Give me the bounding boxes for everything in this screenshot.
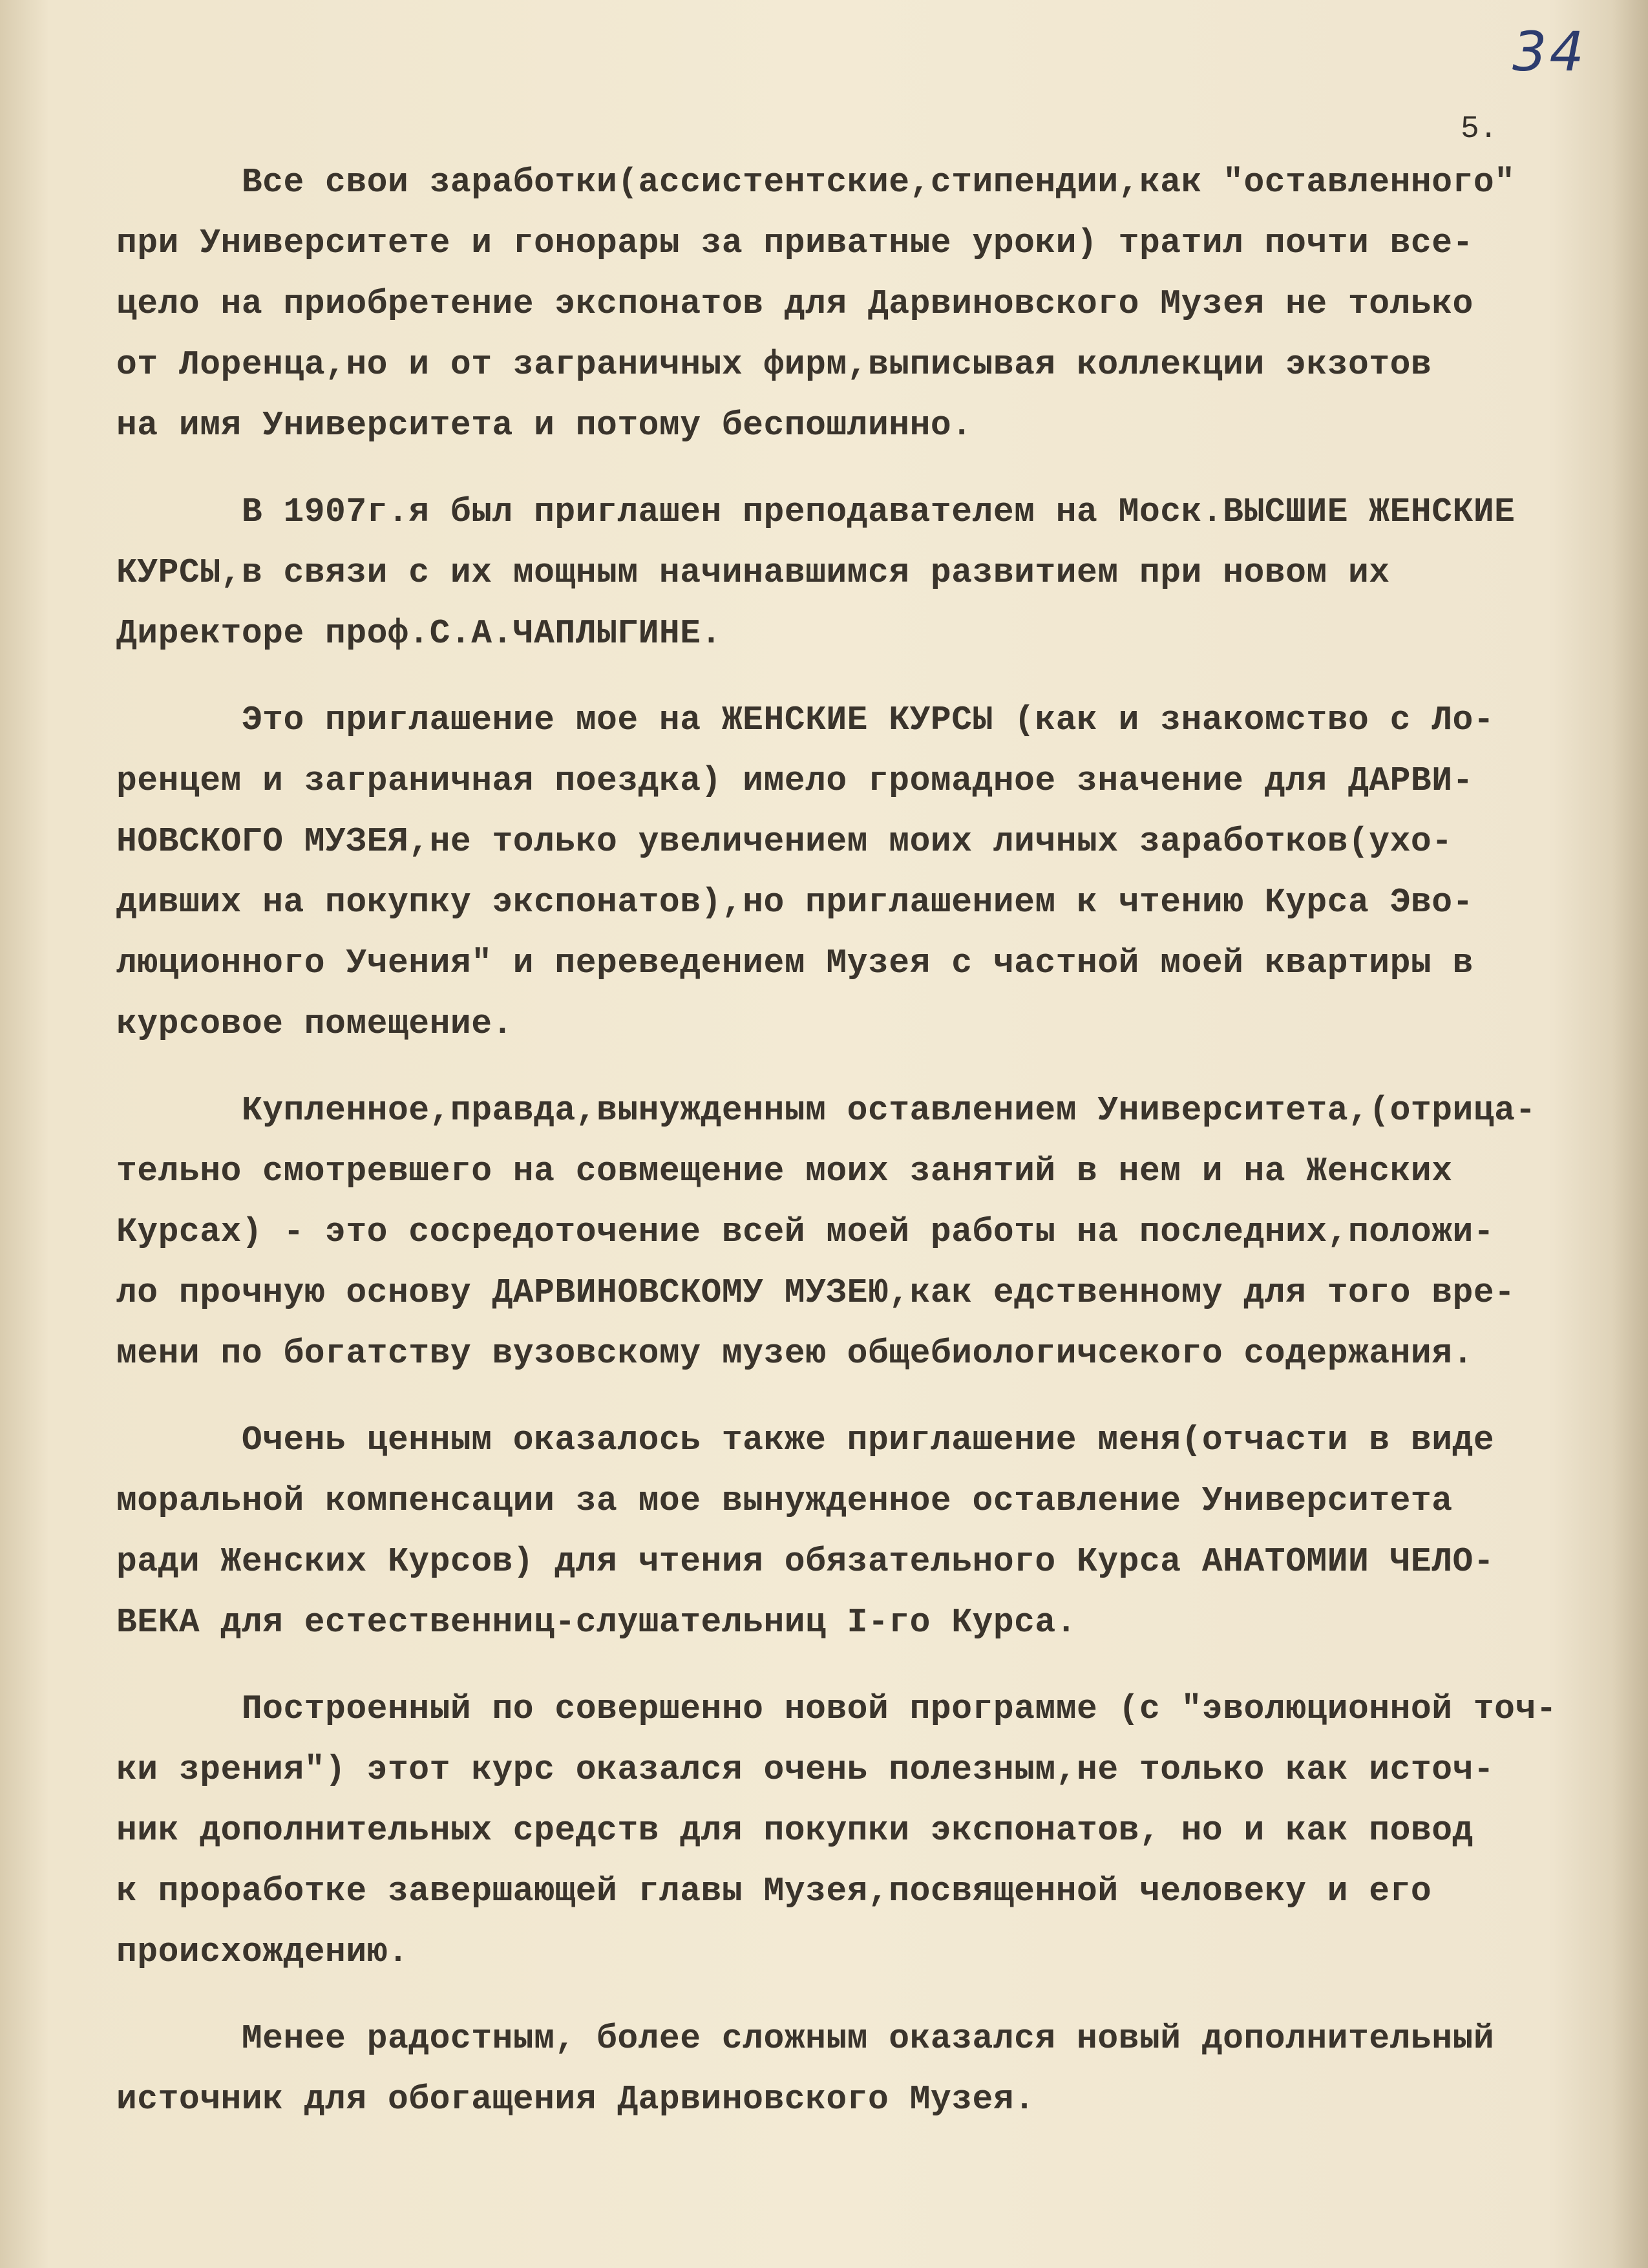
paragraph: [116, 482, 1538, 664]
text-line: тельно смотревшего на совмещение моих занятий в нем и на Женских: [116, 1152, 1453, 1191]
text-line: Построенный по совершенно новой программе (с "эволюционной точ-: [116, 1690, 1558, 1728]
text-line: ник дополнительных средств для покупки экспонатов, но и как повод: [116, 1811, 1474, 1850]
text-line: КУРСЫ,в связи с их мощным начинавшимся развитием при новом их: [116, 553, 1390, 592]
text-line: Очень ценным оказалось также приглашение меня(отчасти в виде: [116, 1421, 1495, 1459]
text-line: моральной компенсации за мое вынужденное оставление Университета: [116, 1481, 1453, 1520]
text-line: ло прочную основу ДАРВИНОВСКОМУ МУЗЕЮ,как едственному для того вре-: [116, 1273, 1516, 1312]
text-line: Это приглашение мое на ЖЕНСКИЕ КУРСЫ (как и знакомство с Ло-: [116, 701, 1495, 739]
paragraph: [116, 1679, 1558, 1982]
text-line: ради Женских Курсов) для чтения обязательного Курса АНАТОМИИ ЧЕЛО-: [116, 1542, 1495, 1581]
text-line: В 1907г.я был приглашен преподавателем на Моск.ВЫСШИЕ ЖЕНСКИЕ: [116, 493, 1516, 531]
text-line: цело на приобретение экспонатов для Дарвиновского Музея не только: [116, 284, 1474, 323]
text-line: Все свои заработки(ассистентские,стипендии,как "оставленного": [116, 163, 1516, 202]
text-line: на имя Университета и потому беспошлинно.: [116, 406, 973, 445]
text-line: НОВСКОГО МУЗЕЯ,не только увеличением моих личных заработков(ухо-: [116, 822, 1453, 861]
text-line: курсовое помещение.: [116, 1004, 513, 1043]
text-line: источник для обогащения Дарвиновского Музея.: [116, 2080, 1035, 2119]
paragraph: [116, 2008, 1538, 2130]
page-edge-shadow: [1612, 0, 1648, 2268]
paragraph: [116, 1080, 1538, 1384]
text-line: происхождению.: [116, 1933, 409, 1971]
text-line: ренцем и заграничная поездка) имело громадное значение для ДАРВИ-: [116, 761, 1474, 800]
text-line: Курсах) - это сосредоточение всей моей работы на последних,положи-: [116, 1213, 1495, 1251]
paragraph: [116, 152, 1538, 456]
text-line: при Университете и гонорары за приватные уроки) тратил почти все-: [116, 224, 1474, 262]
page-number: 5.: [1461, 112, 1498, 147]
paragraph: [116, 690, 1538, 1054]
paragraph: [116, 1410, 1538, 1653]
handwritten-archive-number: 34: [1512, 20, 1587, 83]
text-line: от Лоренца,но и от заграничных фирм,выписывая коллекции экзотов: [116, 345, 1432, 384]
text-line: люционного Учения" и переведением Музея с частной моей квартиры в: [116, 944, 1474, 982]
text-line: ВЕКА для естественниц-слушательниц I-го Курса.: [116, 1603, 1077, 1642]
text-line: к проработке завершающей главы Музея,посвященной человеку и его: [116, 1872, 1432, 1911]
text-line: дивших на покупку экспонатов),но приглашением к чтению Курса Эво-: [116, 883, 1474, 922]
text-line: мени по богатству вузовскому музею общебиологичсекого содержания.: [116, 1334, 1474, 1373]
typewritten-body: [116, 152, 1558, 2156]
text-line: ки зрения") этот курс оказался очень полезным,не только как источ-: [116, 1750, 1495, 1789]
text-line: Менее радостным, более сложным оказался новый дополнительный: [116, 2019, 1495, 2058]
text-line: Купленное,правда,вынужденным оставлением Университета,(отрица-: [116, 1091, 1536, 1130]
text-line: Директоре проф.С.А.ЧАПЛЫГИНЕ.: [116, 614, 722, 653]
